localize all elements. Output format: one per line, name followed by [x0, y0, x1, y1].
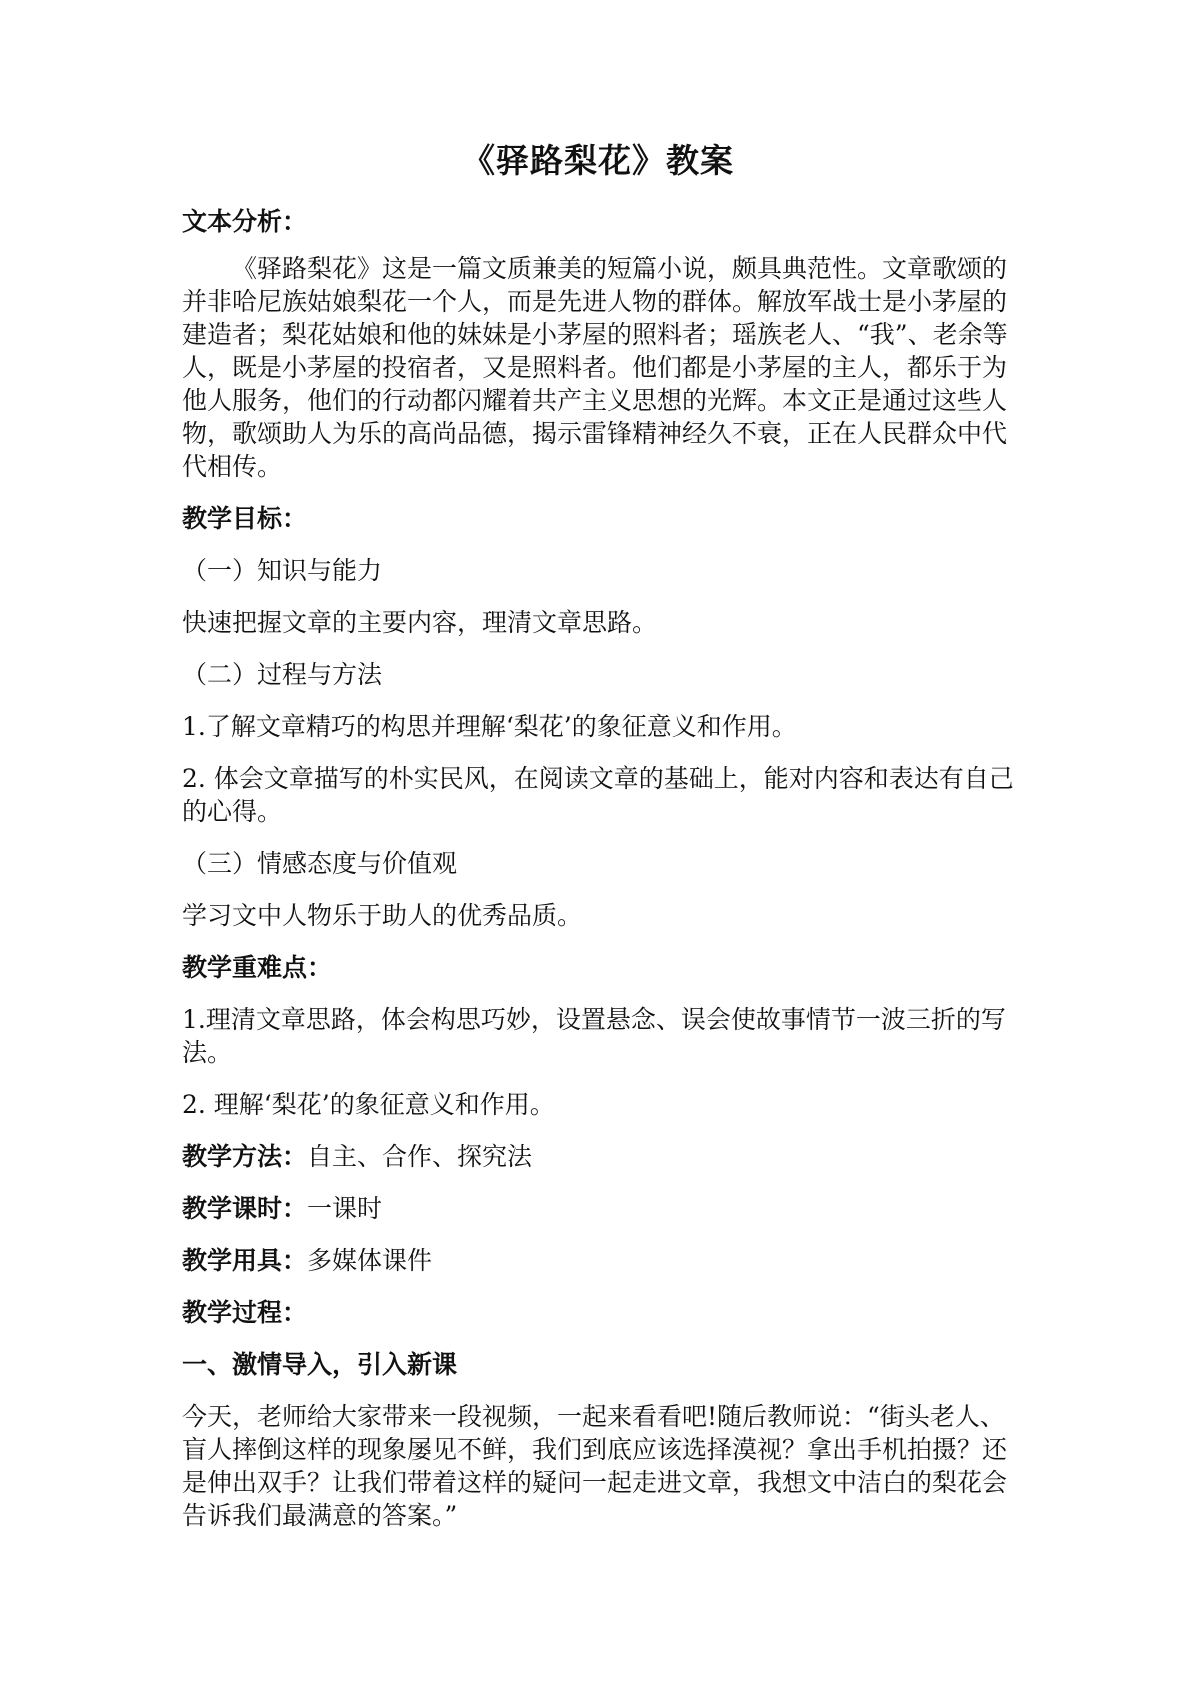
teaching-tools-line: [182, 1244, 1014, 1277]
goal-knowledge-label: （一）知识与能力: [182, 555, 383, 585]
teaching-method-label: 教学方法：: [182, 1141, 308, 1171]
goal-process-item-2: 2. 体会文章描写的朴实民风，在阅读文章的基础上，能对内容和表达有自己的心得。: [182, 763, 1014, 826]
teaching-hours-label: 教学课时：: [182, 1193, 308, 1223]
goal-emotion-label: （三）情感态度与价值观: [182, 848, 458, 878]
goal-knowledge-body: 快速把握文章的主要内容，理清文章思路。: [182, 607, 658, 637]
goal-emotion-body: 学习文中人物乐于助人的优秀品质。: [182, 900, 583, 930]
teaching-tools-value: 多媒体课件: [307, 1245, 433, 1275]
teaching-method-line: [182, 1140, 1014, 1173]
teaching-tools-label: 教学用具：: [182, 1245, 308, 1275]
teaching-hours-value: 一课时: [307, 1193, 383, 1223]
teaching-goals-heading: 教学目标：: [182, 503, 308, 533]
key-point-2: 2. 理解‘梨花’的象征意义和作用。: [182, 1089, 555, 1119]
text-analysis-body: 《驿路梨花》这是一篇文质兼美的短篇小说，颇具典范性。文章歌颂的并非哈尼族姑娘梨花一个人，而是先进人物的群体。解放军战士是小茅屋的建造者；梨花姑娘和他的妹妹是小茅屋的照料者；瑶族老人、“我”、老余等人，既是小茅屋的投宿者，又是照料者。他们都是小茅屋的主人，都乐于为他人服务，他们的行动都闪耀着共产主义思想的光辉。本文正是通过这些人物，歌颂助人为乐的高尚品德，揭示雷锋精神经久不衰，正在人民群众中代代相传。: [182, 253, 1008, 481]
teaching-method-value: 自主、合作、探究法: [307, 1141, 533, 1171]
step-1-heading: 一、激情导入，引入新课: [182, 1349, 458, 1379]
document-title: 《驿路梨花》教案: [462, 141, 734, 180]
teaching-process-heading: 教学过程：: [182, 1297, 308, 1327]
text-analysis-heading: 文本分析：: [182, 206, 308, 236]
teaching-hours-line: [182, 1192, 1014, 1225]
key-points-heading: 教学重难点：: [182, 952, 333, 982]
key-point-1: 1.理清文章思路，体会构思巧妙，设置悬念、误会使故事情节一波三折的写法。: [182, 1004, 1006, 1067]
goal-process-item-1: 1.了解文章精巧的构思并理解‘梨花’的象征意义和作用。: [182, 711, 797, 741]
step-1-body: 今天，老师给大家带来一段视频，一起来看看吧!随后教师说：“街头老人、盲人摔倒这样的现象屡见不鲜，我们到底应该选择漠视？拿出手机拍摄？还是伸出双手？让我们带着这样的疑问一起走进文章，我想文中洁白的梨花会告诉我们最满意的答案。”: [182, 1401, 1008, 1530]
document-page: [182, 140, 1014, 1551]
goal-process-label: （二）过程与方法: [182, 659, 383, 689]
